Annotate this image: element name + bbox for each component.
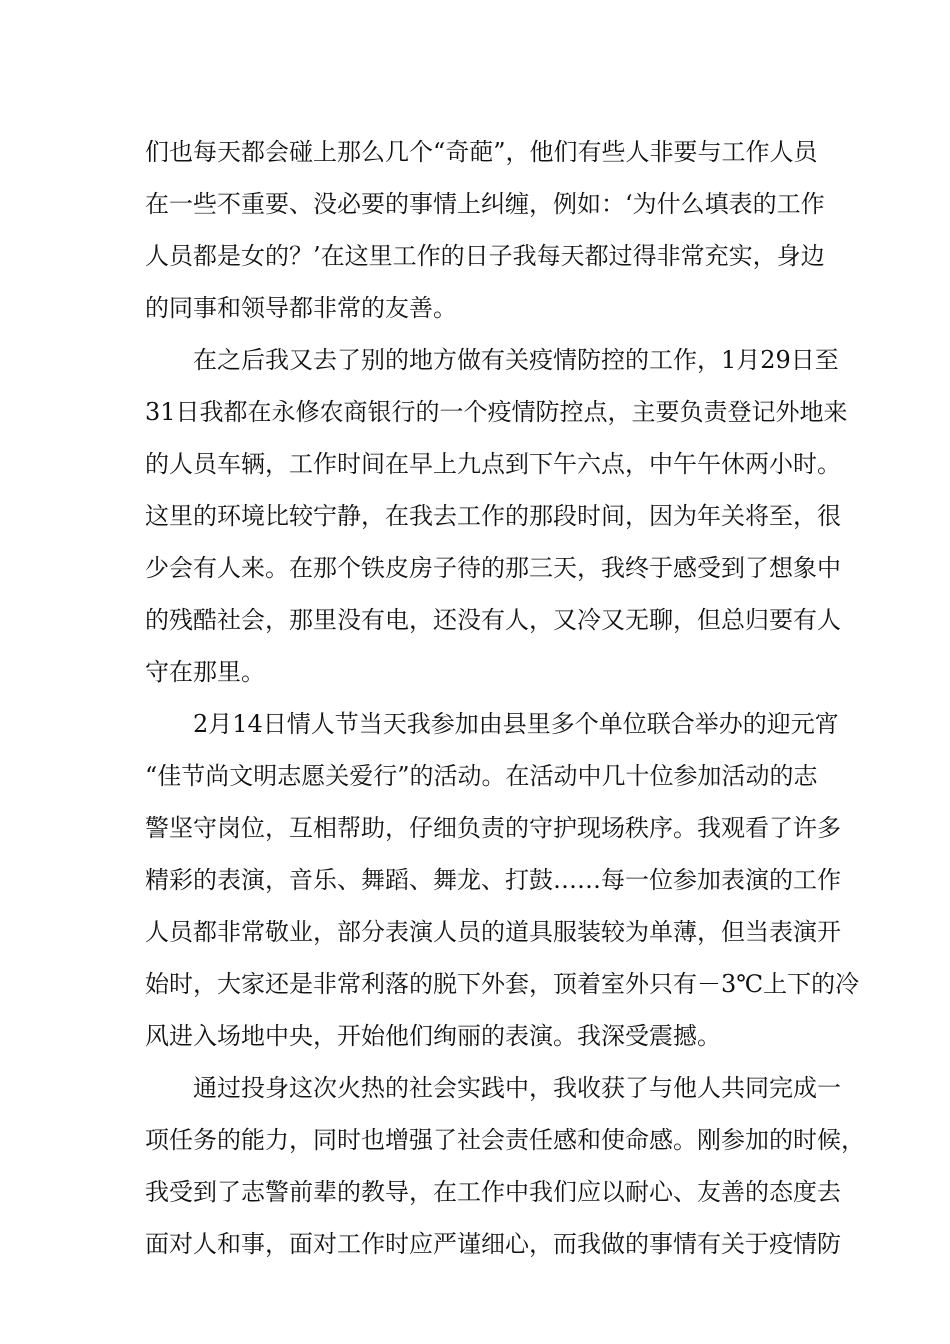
text-line: 少会有人来。在那个铁皮房子待的那三天，我终于感受到了想象中 [145,554,841,582]
text-line: 通过投身这次火热的社会实践中，我收获了与他人共同完成一 [145,1074,841,1102]
text-line: 人员都是女的？’在这里工作的日子我每天都过得非常充实，身边 [145,242,825,270]
text-line: 在一些不重要、没必要的事情上纠缠，例如：‘为什么填表的工作 [145,190,825,218]
text-line: 守在那里。 [145,658,265,686]
text-line: 人员都非常敬业，部分表演人员的道具服装较为单薄，但当表演开 [145,918,841,946]
text-line: 的残酷社会，那里没有电，还没有人，又冷又无聊，但总归要有人 [145,606,841,634]
text-line: 我受到了志警前辈的教导，在工作中我们应以耐心、友善的态度去 [145,1178,841,1206]
body-text [145,126,865,1270]
text-line: 31日我都在永修农商银行的一个疫情防控点，主要负责登记外地来 [145,398,848,426]
text-line: 精彩的表演，音乐、舞蹈、舞龙、打鼓……每一位参加表演的工作 [145,866,841,894]
text-line: 风进入场地中央，开始他们绚丽的表演。我深受震撼。 [145,1022,721,1050]
text-line: 项任务的能力，同时也增强了社会责任感和使命感。刚参加的时候， [145,1126,865,1154]
text-line: 面对人和事，面对工作时应严谨细心，而我做的事情有关于疫情防 [145,1230,841,1258]
text-line: 的同事和领导都非常的友善。 [145,294,457,322]
text-line: 2月14日情人节当天我参加由县里多个单位联合举办的迎元宵 [145,710,839,738]
text-line: 始时，大家还是非常利落的脱下外套，顶着室外只有－3℃上下的冷 [145,970,860,998]
text-line: 这里的环境比较宁静，在我去工作的那段时间，因为年关将至，很 [145,502,841,530]
text-line: “佳节尚文明志愿关爱行”的活动。在活动中几十位参加活动的志 [145,762,818,790]
text-line: 警坚守岗位，互相帮助，仔细负责的守护现场秩序。我观看了许多 [145,814,841,842]
text-line: 的人员车辆，工作时间在早上九点到下午六点，中午午休两小时。 [145,450,841,478]
text-line: 在之后我又去了别的地方做有关疫情防控的工作，1月29日至 [145,346,839,374]
text-line: 们也每天都会碰上那么几个“奇葩”，他们有些人非要与工作人员 [145,138,818,166]
